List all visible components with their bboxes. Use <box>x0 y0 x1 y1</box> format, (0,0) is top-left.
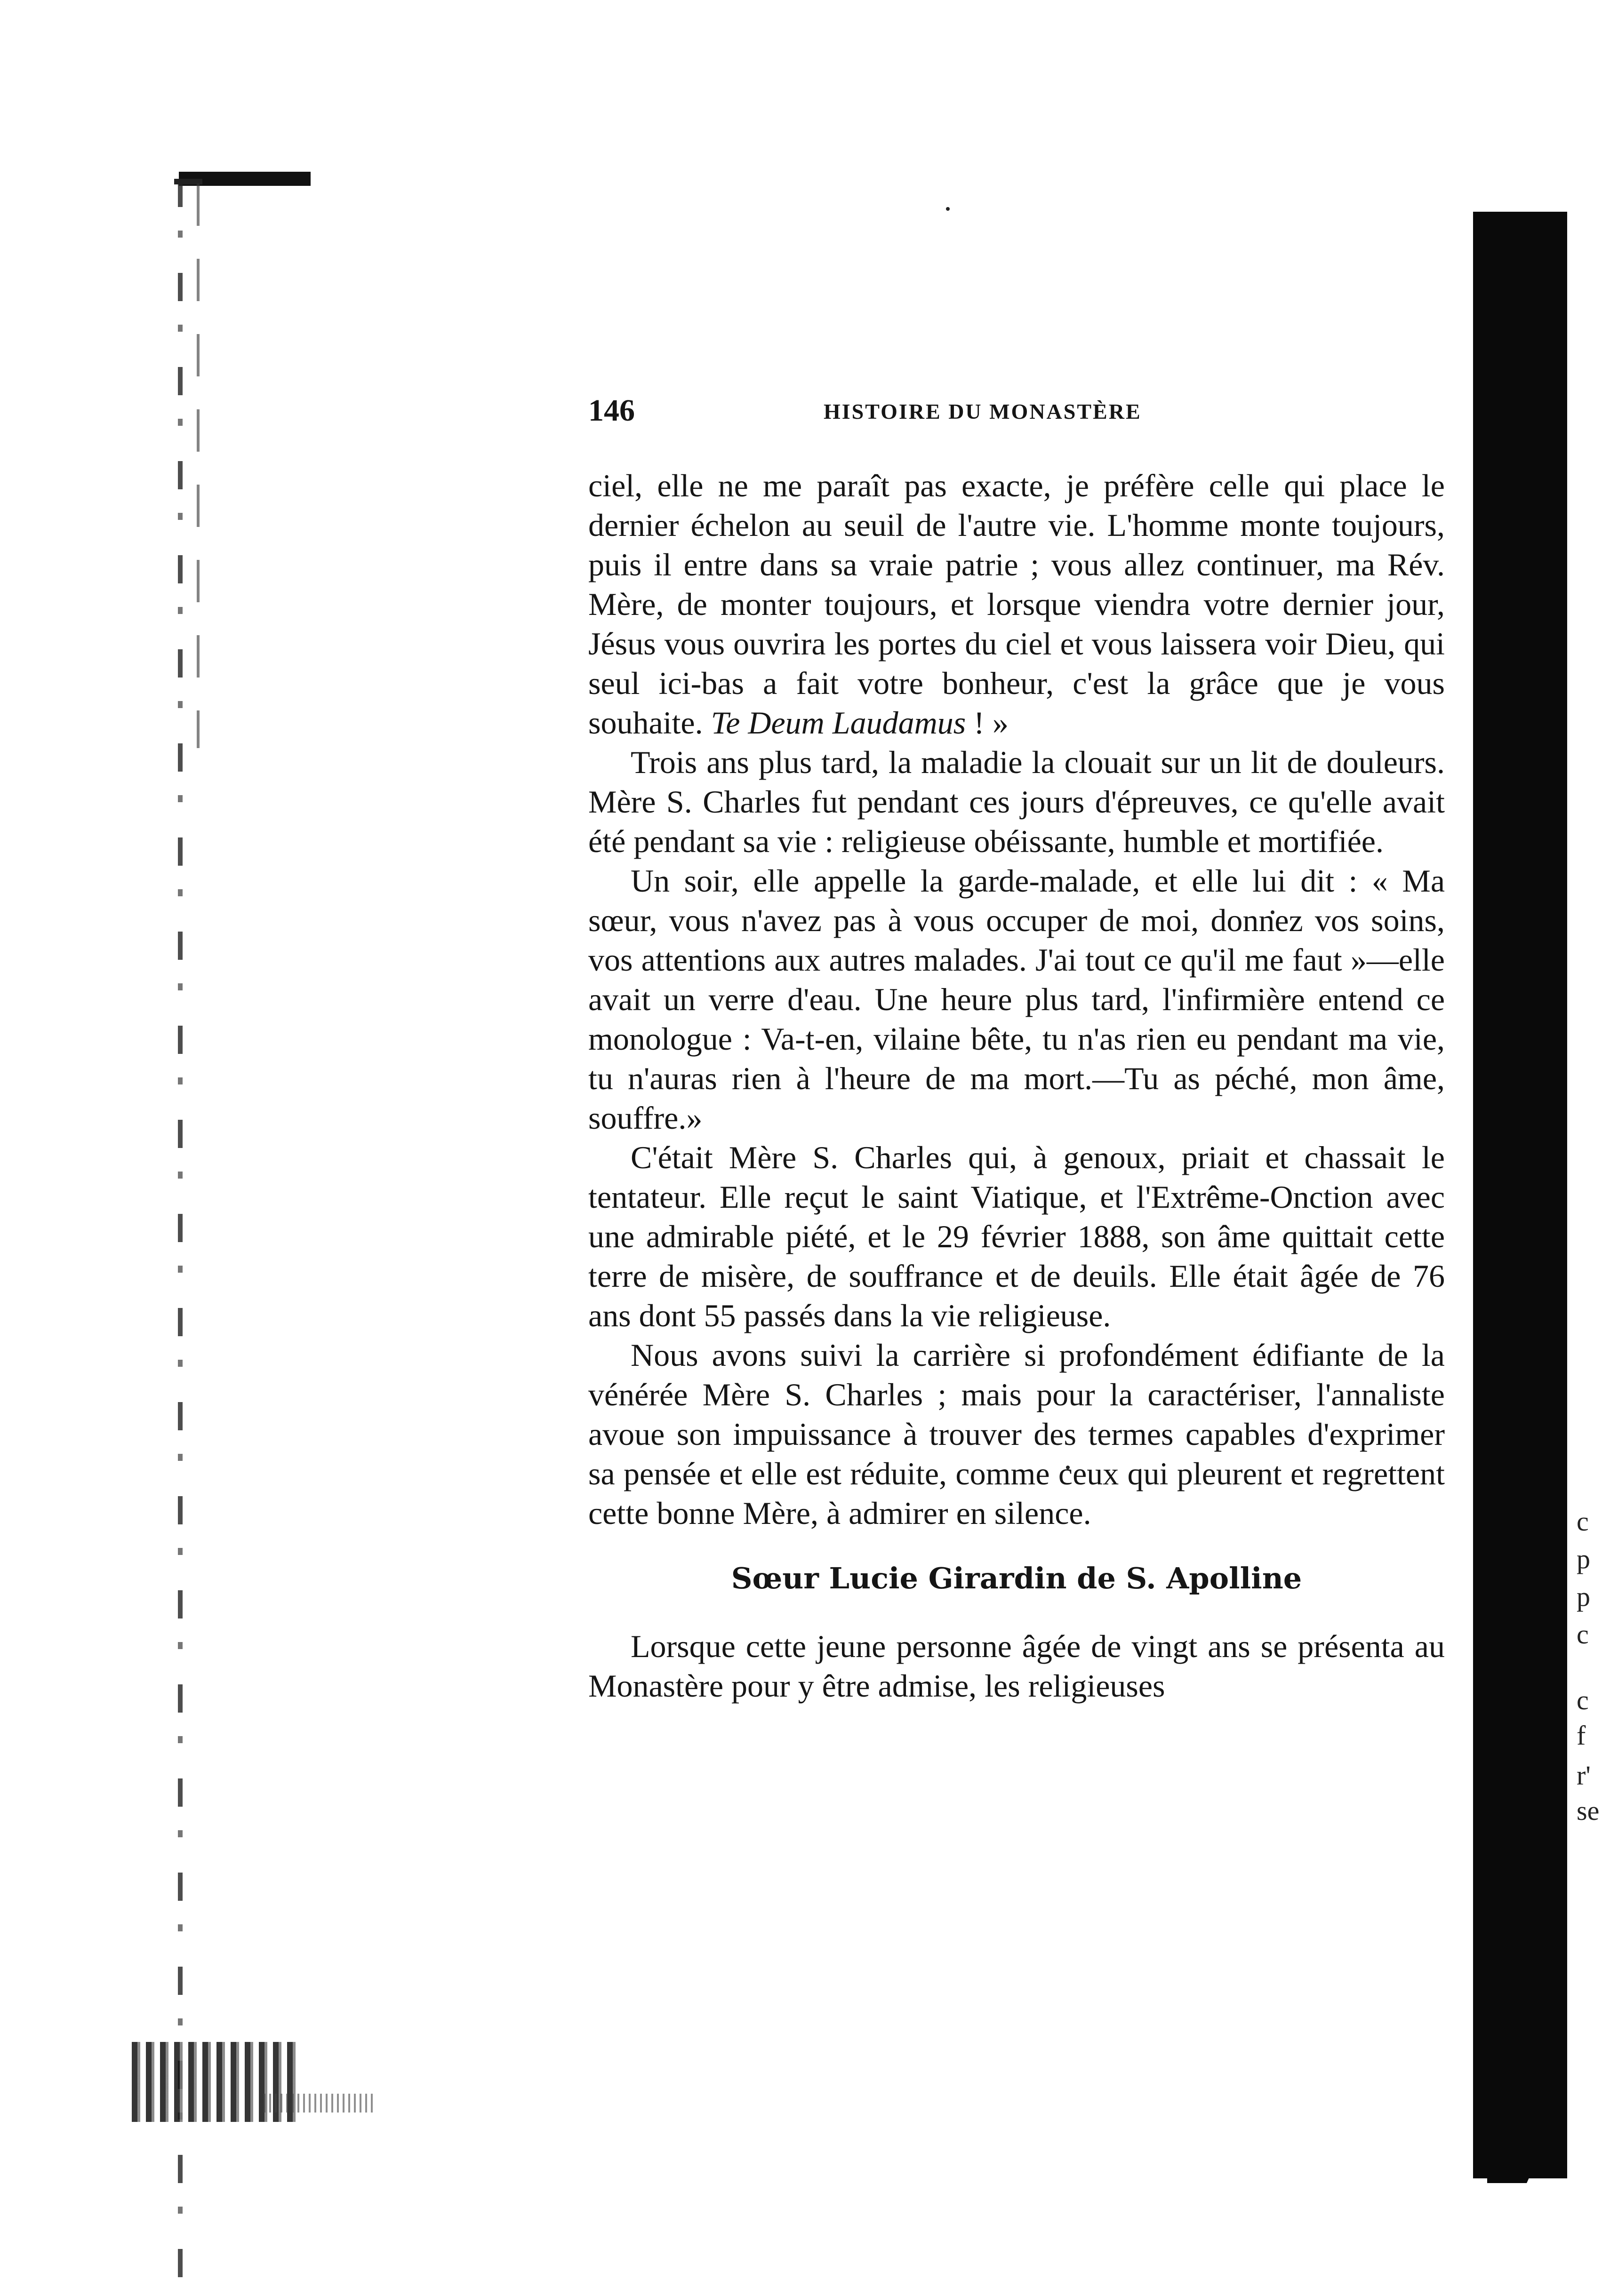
paragraph: ciel, elle ne me paraît pas exacte, je préfère celle qui place le dernier échelon au seuil de l'autre vie. L'homme monte toujours, puis il entre dans sa vraie patrie ; vous allez continuer, ma Rév. Mère, de monter toujours, et lorsque viendra votre dernier jour, Jésus vous ouvrira les portes du ciel et vous laissera voir Dieu, qui seul ici-bas a fait votre bonheur, c'est la grâce que je vous souhaite. Te Deum Laudamus ! » <box>588 468 1445 741</box>
running-head: HISTOIRE DU MONASTÈRE <box>824 399 1142 423</box>
facing-page-bleed: c <box>1577 1685 1589 1715</box>
facing-page-bleed: r' <box>1577 1760 1591 1791</box>
facing-page-bleed: p <box>1577 1581 1590 1612</box>
facing-page-bleed: c <box>1577 1619 1589 1650</box>
facing-page-bleed: p <box>1577 1544 1590 1574</box>
paragraph: Trois ans plus tard, la maladie la clouait sur un lit de douleurs. Mère S. Charles fut pendant ces jours d'épreuves, ce qu'elle avait été pendant sa vie : religieuse obéissante, humble et mortifiée. <box>588 744 1445 859</box>
page-number: 146 <box>588 393 635 428</box>
binding-shadow-bottom <box>264 2094 376 2113</box>
paragraph: Nous avons suivi la carrière si profondément édifiante de la vénérée Mère S. Charles ; mais pour la caractériser, l'annaliste avoue son impuissance à trouver des termes capables d'exprimer sa pensée et elle est réduite, comme ceux qui pleurent et regrettent cette bonne Mère, à admirer en silence. <box>588 1337 1445 1531</box>
paragraph: Lorsque cette jeune personne âgée de vingt ans se présenta au Monastère pour y être admise, les religieuses <box>588 1628 1445 1704</box>
facing-page-bleed: se <box>1577 1795 1600 1826</box>
speck <box>946 207 950 211</box>
binding-edge <box>197 183 200 748</box>
body-text <box>588 466 1445 1706</box>
binding-edge <box>178 179 183 2296</box>
italic-phrase: Te Deum Laudamus <box>711 705 966 741</box>
facing-page-edge <box>1473 212 1567 2178</box>
facing-page-bleed: c <box>1577 1506 1589 1537</box>
paragraph: Un soir, elle appelle la garde-malade, et elle lui dit : « Ma sœur, vous n'avez pas à vous occuper de moi, donnez vos soins, vos attentions aux autres malades. J'ai tout ce qu'il me faut »—elle avait un verre d'eau. Une heure plus tard, l'infirmière entend ce monologue : Va-t-en, vilaine bête, tu n'as rien eu pendant ma vie, tu n'auras rien à l'heure de ma mort.—Tu as péché, mon âme, souffre.» <box>588 863 1445 1136</box>
paragraph: C'était Mère S. Charles qui, à genoux, priait et chassait le tentateur. Elle reçut le saint Viatique, et l'Extrême-Onction avec une admirable piété, et le 29 février 1888, son âme quittait cette terre de misère, de souffrance et de deuils. Elle était âgée de 76 ans dont 55 passés dans la vie religieuse. <box>588 1140 1445 1333</box>
section-heading: Sœur Lucie Girardin de S. Apolline <box>731 1561 1302 1595</box>
facing-page-bleed: f <box>1577 1720 1586 1751</box>
